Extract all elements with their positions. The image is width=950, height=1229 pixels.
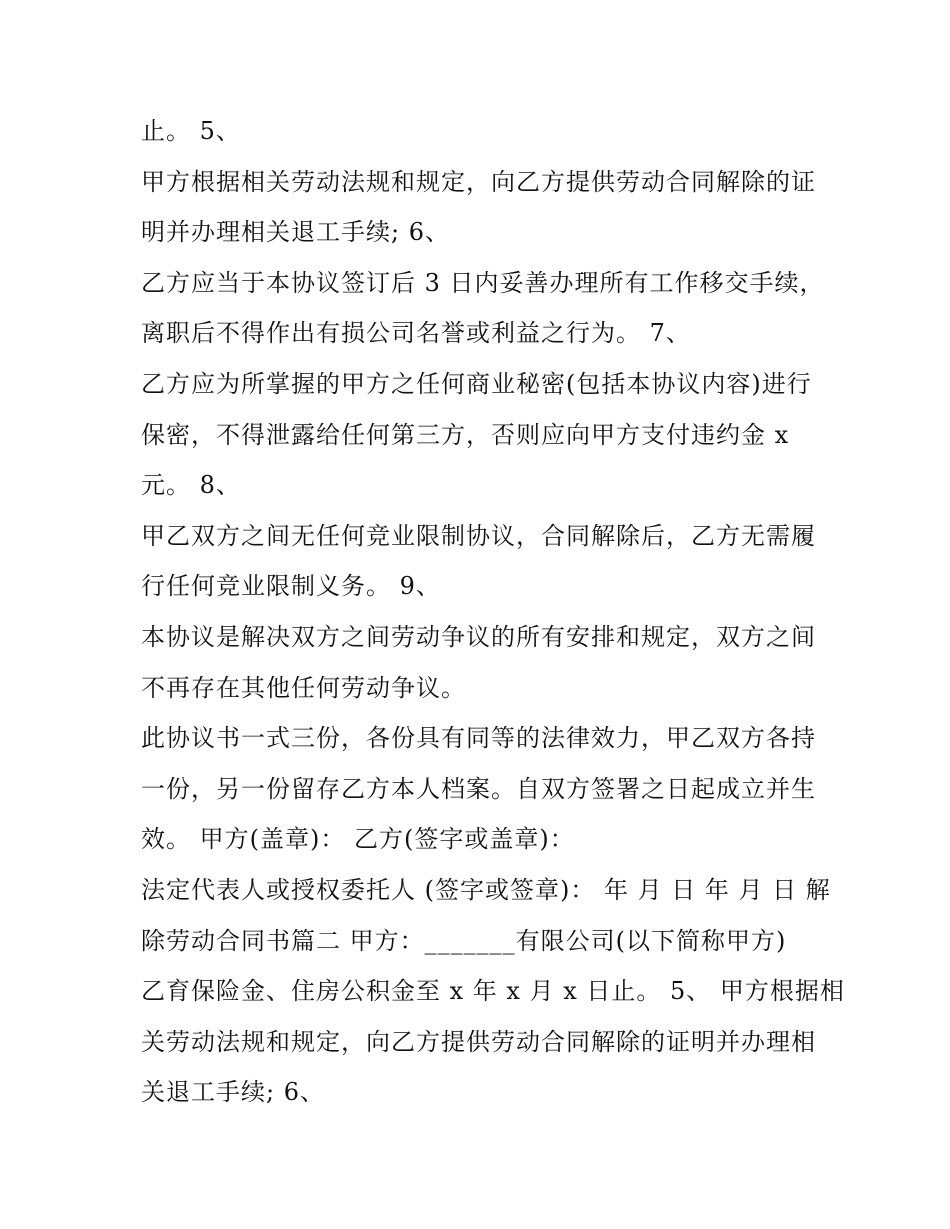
text-line: 除劳动合同书篇二 甲方：_______有限公司(以下简称甲方) bbox=[141, 926, 787, 955]
text-line: 不再存在其他任何劳动争议。 bbox=[141, 673, 466, 702]
text-line: 甲方根据相关劳动法规和规定，向乙方提供劳动合同解除的证 bbox=[141, 167, 816, 196]
text-line: 关劳动法规和规定，向乙方提供劳动合同解除的证明并办理相 bbox=[141, 1027, 816, 1056]
text-line: 乙育保险金、住房公积金至 x 年 x 月 x 日止。 5、 甲方根据相 bbox=[141, 977, 845, 1006]
text-line: 离职后不得作出有损公司名誉或利益之行为。 7、 bbox=[141, 319, 691, 348]
text-line: 一份，另一份留存乙方本人档案。自双方签署之日起成立并生 bbox=[141, 774, 816, 803]
text-line: 法定代表人或授权委托人 (签字或签章)： 年 月 日 年 月 日 解 bbox=[141, 875, 831, 904]
text-line: 止。 5、 bbox=[141, 117, 241, 145]
text-line: 明并办理相关退工手续; 6、 bbox=[141, 218, 450, 247]
text-line: 关退工手续; 6、 bbox=[141, 1078, 325, 1107]
text-line: 乙方应当于本协议签订后 3 日内妥善办理所有工作移交手续， bbox=[141, 268, 825, 297]
text-line: 行任何竞业限制义务。 9、 bbox=[141, 572, 441, 601]
text-line: 本协议是解决双方之间劳动争议的所有安排和规定，双方之间 bbox=[141, 622, 816, 651]
text-line: 保密，不得泄露给任何第三方，否则应向甲方支付违约金 x bbox=[141, 420, 790, 449]
text-line: 效。 甲方(盖章)： 乙方(签字或盖章)： bbox=[141, 825, 575, 854]
text-line: 此协议书一式三份，各份具有同等的法律效力，甲乙双方各持 bbox=[141, 724, 816, 753]
text-line: 元。 8、 bbox=[141, 471, 241, 500]
document-body bbox=[141, 106, 845, 1118]
text-line: 乙方应为所掌握的甲方之任何商业秘密(包括本协议内容)进行 bbox=[141, 369, 812, 398]
text-line: 甲乙双方之间无任何竞业限制协议，合同解除后，乙方无需履 bbox=[141, 521, 816, 550]
